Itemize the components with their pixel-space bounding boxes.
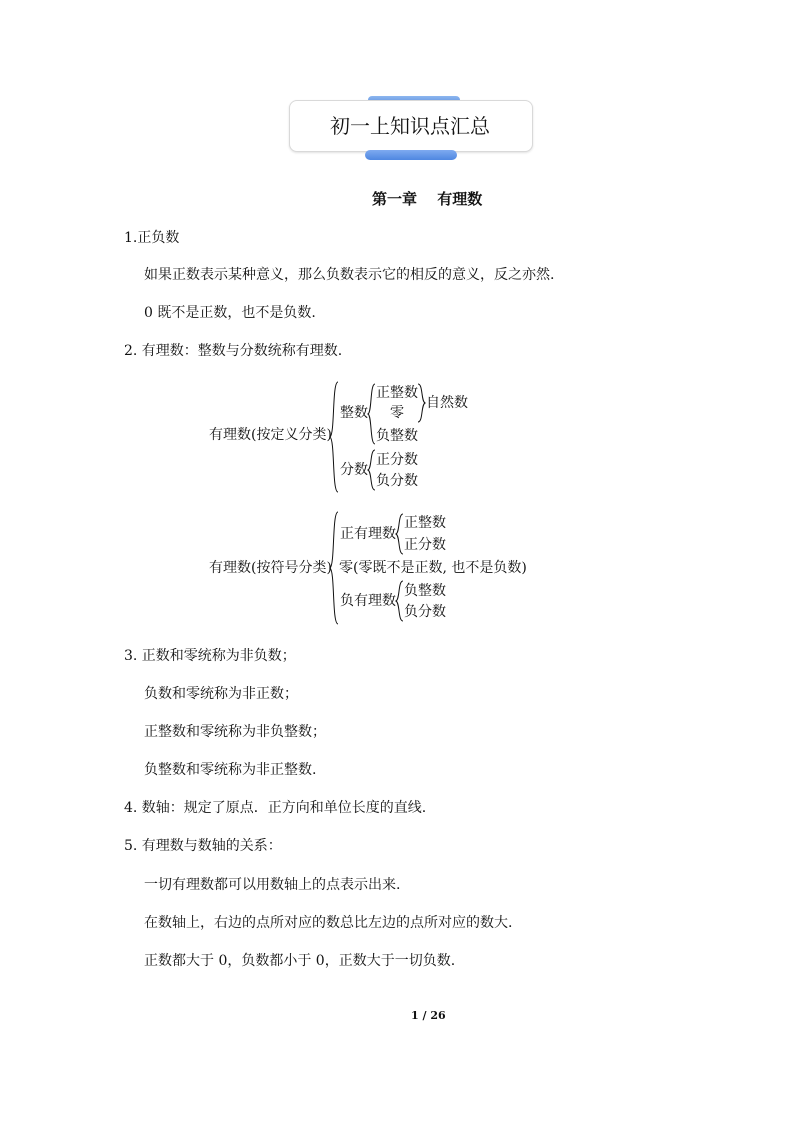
tree1-positive-fraction: 正分数 <box>376 452 418 468</box>
section-2-heading: 2. 有理数：整数与分数统称有理数. <box>124 343 343 359</box>
tree1-integer-brace <box>368 384 376 444</box>
tree2-negative-integer: 负整数 <box>404 583 446 599</box>
section-5-line-1: 一切有理数都可以用数轴上的点表示出来. <box>144 877 401 893</box>
section-1-heading: 1.正负数 <box>124 230 180 246</box>
tree2-positive-brace <box>396 514 404 554</box>
section-1-line-2: 0 既不是正数，也不是负数. <box>144 305 316 321</box>
tree1-integers: 整数 <box>340 405 368 421</box>
tree1-fractions: 分数 <box>340 462 368 478</box>
section-3-line-2: 正整数和零统称为非负整数； <box>144 724 326 740</box>
tree2-negative-fraction: 负分数 <box>404 604 446 620</box>
section-5-line-2: 在数轴上，右边的点所对应的数总比左边的点所对应的数大. <box>144 915 513 931</box>
tree2-positive-rational: 正有理数 <box>340 526 396 542</box>
section-3-heading: 3. 正数和零统称为非负数； <box>124 648 296 664</box>
section-3-line-3: 负整数和零统称为非正整数. <box>144 762 317 778</box>
tree2-positive-fraction: 正分数 <box>404 537 446 553</box>
tree2-negative-rational: 负有理数 <box>340 593 396 609</box>
tree1-negative-integer: 负整数 <box>376 428 418 444</box>
section-5-heading: 5. 有理数与数轴的关系： <box>124 838 282 854</box>
tree2-root: 有理数(按符号分类) <box>209 560 332 576</box>
tree1-zero: 零 <box>390 405 404 421</box>
title-banner <box>289 96 533 154</box>
tree2-positive-integer: 正整数 <box>404 515 446 531</box>
page-number: 1 / 26 <box>411 1009 446 1022</box>
section-5-line-3: 正数都大于 0，负数都小于 0，正数大于一切负数. <box>144 953 456 969</box>
tree1-natural-number: 自然数 <box>426 395 468 411</box>
section-1-line-1: 如果正数表示某种意义，那么负数表示它的相反的意义，反之亦然. <box>144 267 555 283</box>
tree2-zero-note: 零(零既不是正数, 也不是负数) <box>339 560 527 576</box>
section-4-heading: 4. 数轴：规定了原点．正方向和单位长度的直线. <box>124 800 427 816</box>
tree1-main-brace <box>330 382 340 492</box>
page-title: 初一上知识点汇总 <box>330 114 490 138</box>
section-3-line-1: 负数和零统称为非正数； <box>144 686 298 702</box>
tree1-fraction-brace <box>368 450 376 490</box>
tree1-negative-fraction: 负分数 <box>376 473 418 489</box>
tree2-negative-brace <box>396 581 404 621</box>
tree1-natural-brace <box>418 384 426 422</box>
tree1-positive-integer: 正整数 <box>376 385 418 401</box>
banner-bottom-tab <box>365 150 457 160</box>
chapter-heading: 第一章 有理数 <box>372 190 483 208</box>
tree1-root: 有理数(按定义分类) <box>209 427 332 443</box>
